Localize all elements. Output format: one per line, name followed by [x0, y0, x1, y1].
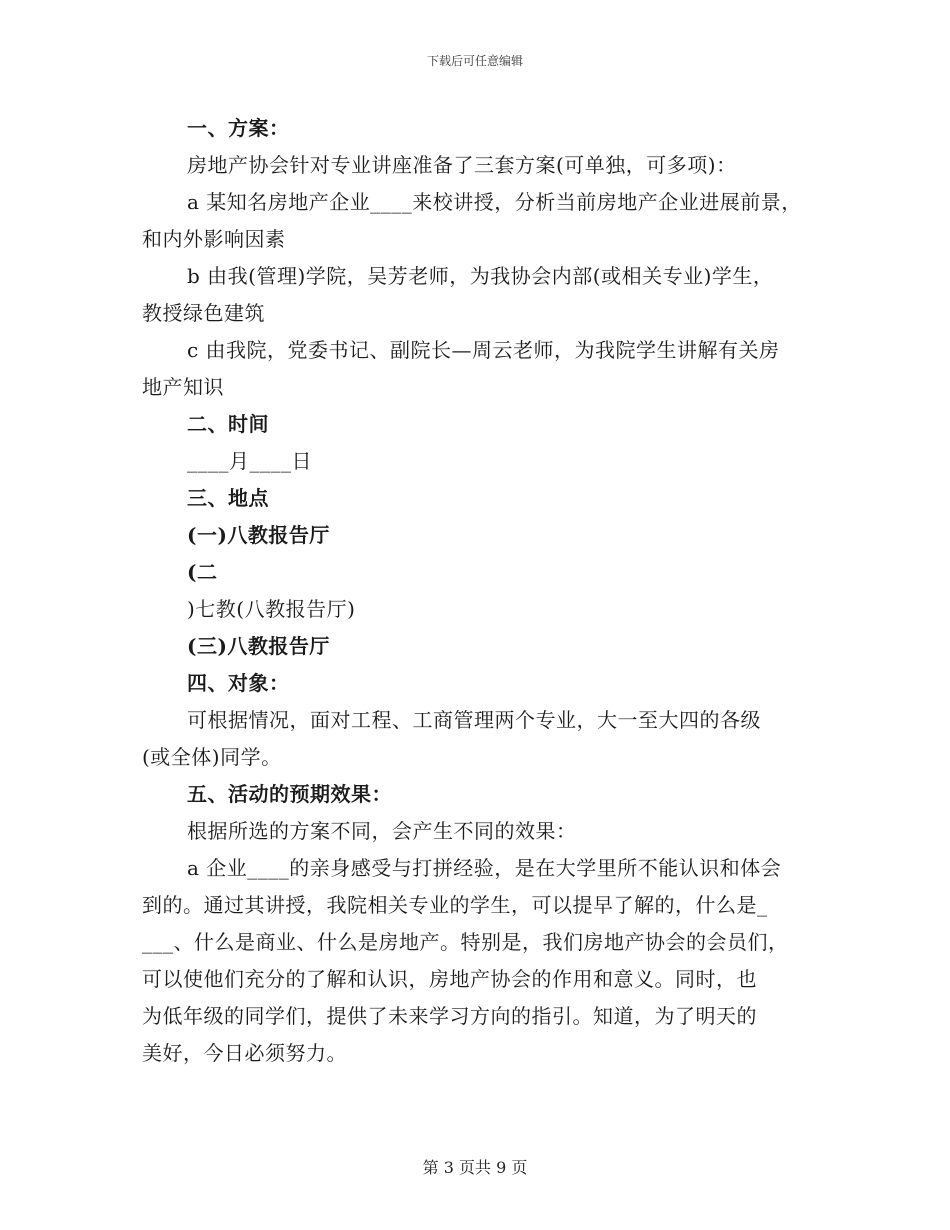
section-heading: 四、对象：: [187, 671, 290, 695]
paragraph-line: a 企业____的亲身感受与打拼经验，是在大学里所不能认识和体会: [187, 856, 782, 880]
section-heading: 一、方案：: [187, 116, 290, 140]
section-heading: 五、活动的预期效果：: [187, 782, 392, 806]
paragraph-line: ___、什么是商业、什么是房地产。特别是，我们房地产协会的会员们，: [142, 930, 789, 954]
paragraph-line: 可根据情况，面对工程、工商管理两个专业，大一至大四的各级: [187, 708, 761, 732]
paragraph-line: 根据所选的方案不同，会产生不同的效果：: [187, 819, 577, 843]
section-heading: (三)八教报告厅: [187, 634, 330, 658]
paragraph-line: 教授绿色建筑: [142, 301, 265, 325]
paragraph-line: 地产知识: [142, 375, 224, 399]
paragraph-line: 到的。通过其讲授，我院相关专业的学生，可以提早了解的，什么是_: [142, 893, 768, 917]
paragraph-line: 房地产协会针对专业讲座准备了三套方案(可单独，可多项)：: [187, 153, 737, 177]
section-heading: (二: [187, 560, 218, 584]
paragraph-line: a 某知名房地产企业____来校讲授，分析当前房地产企业进展前景，: [187, 190, 802, 214]
paragraph-line: 美好，今日必须努力。: [142, 1041, 347, 1065]
paragraph-line: 可以使他们充分的了解和认识，房地产协会的作用和意义。同时，也: [142, 967, 757, 991]
document-body: [142, 110, 832, 1072]
section-heading: (一)八教报告厅: [187, 523, 330, 547]
paragraph-line: )七教(八教报告厅): [187, 597, 356, 621]
paragraph-line: (或全体)同学。: [142, 745, 282, 769]
header-note: 下载后可任意编辑: [426, 54, 523, 68]
paragraph-line: b 由我(管理)学院，吴芳老师，为我协会内部(或相关专业)学生，: [187, 264, 774, 288]
paragraph-line: ____月____日: [187, 449, 312, 473]
paragraph-line: 和内外影响因素: [142, 227, 286, 251]
page-number: 第 3 页共 9 页: [422, 1158, 528, 1177]
section-heading: 二、时间: [187, 412, 269, 436]
section-heading: 三、地点: [187, 486, 269, 510]
paragraph-line: 为低年级的同学们，提供了未来学习方向的指引。知道，为了明天的: [142, 1004, 757, 1028]
paragraph-line: c 由我院，党委书记、副院长—周云老师，为我院学生讲解有关房: [187, 338, 780, 362]
